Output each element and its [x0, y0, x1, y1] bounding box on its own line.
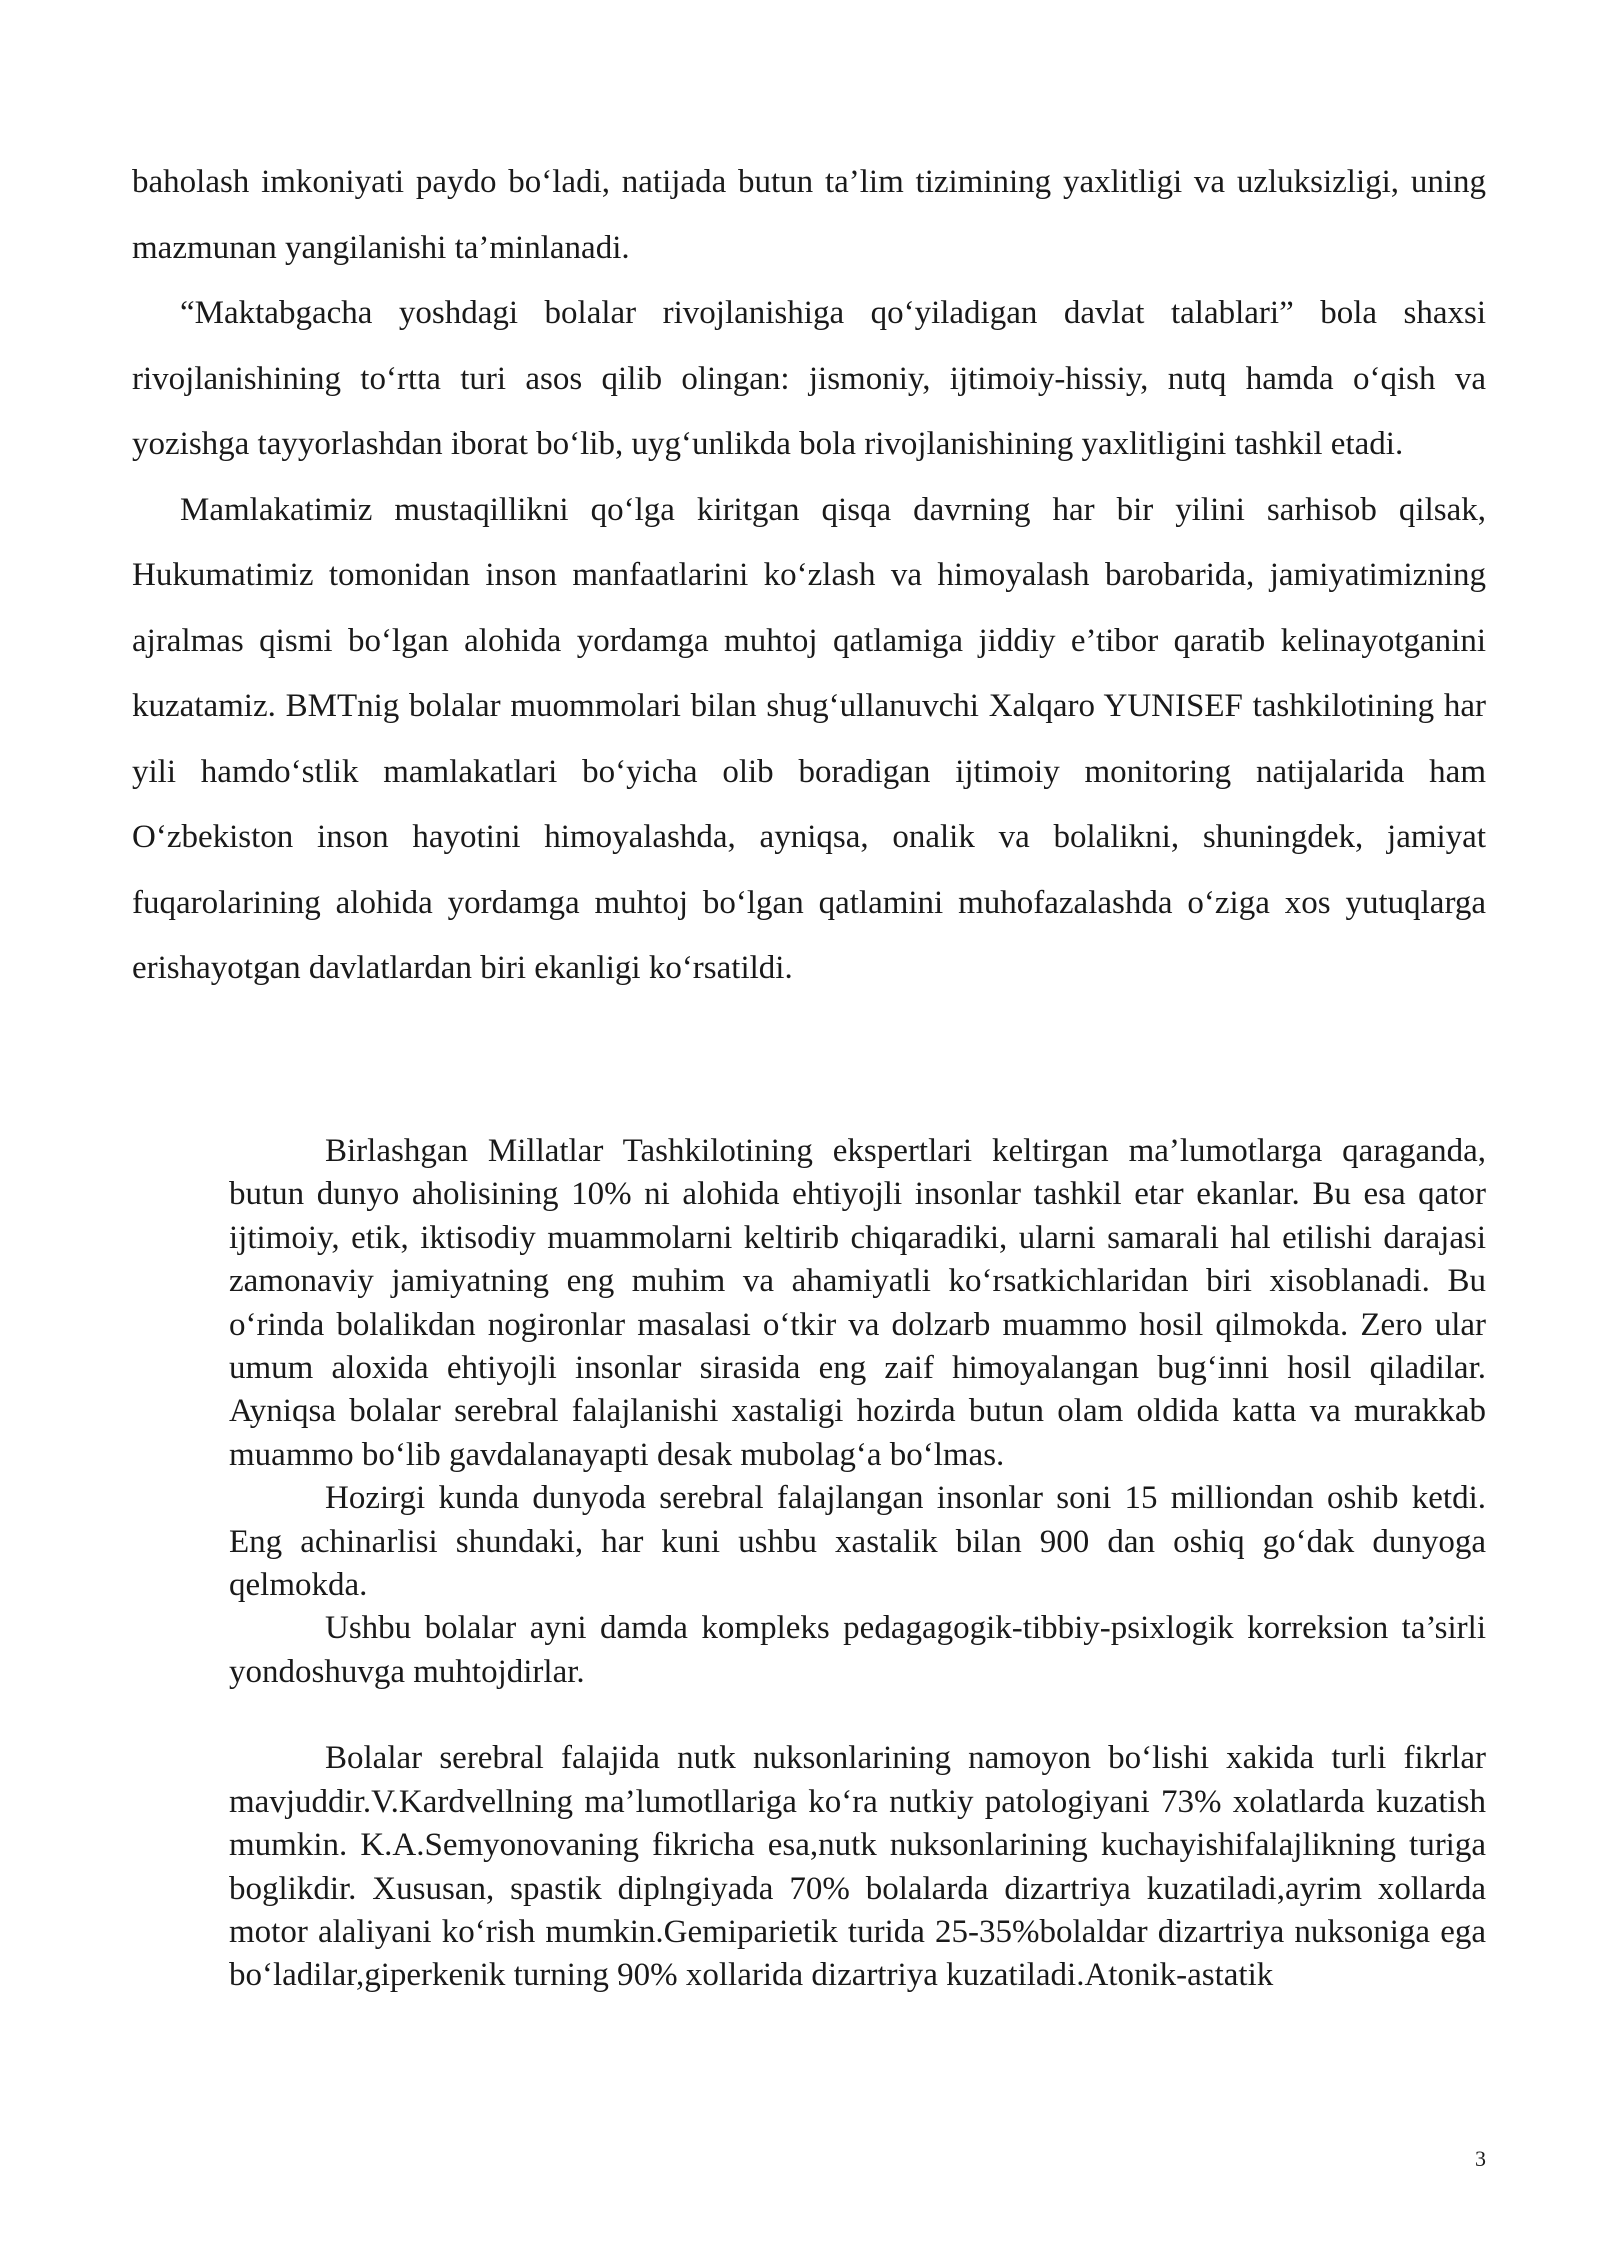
paragraph-complex-approach: Ushbu bolalar ayni damda kompleks pedagagogik-tibbiy-psixlogik korreksion ta’sirli yondoshuvga muhtojdirlar. [229, 1610, 1486, 1690]
paragraph-un-experts: Birlashgan Millatlar Tashkilotining ekspertlari keltirgan ma’lumotlarga qaraganda, butun dunyo aholisining 10% ni alohida ehtiyojli insonlar tashkil etar ekanlar. Bu esa qator ijtimoiy, etik, iktisodiy muammolarni keltirib chiqaradiki, ularni samarali hal etilishi darajasi zamonaviy jamiyatning eng muhim va ahamiyatli ko‘rsatkichlaridan biri xisoblanadi. Bu o‘rinda bolalikdan nogironlar masalasi o‘tkir va dolzarb muammo hosil qilmokda. Zero ular umum aloxida ehtiyojli insonlar sirasida eng zaif himoyalangan bug‘inni hosil qiladilar. Ayniqsa bolalar serebral falajlanishi xastaligi hozirda butun olam oldida katta va murakkab muammo bo‘lib gavdalanayapti desak mubolag‘a bo‘lmas. [229, 1133, 1486, 1473]
page-number: 3 [1475, 2146, 1486, 2171]
paragraph-independence: Mamlakatimiz mustaqillikni qo‘lga kiritgan qisqa davrning har bir yilini sarhisob qilsak, Hukumatimiz tomonidan inson manfaatlarini ko‘zlash va himoyalash barobarida, jamiyatimizning ajralmas qismi bo‘lgan alohida yordamga muhtoj qatlamiga jiddiy e’tibor qaratib kelinayotganini kuzatamiz. BMTnig bolalar muommolari bilan shug‘ullanuvchi Xalqaro YUNISEF tashkilotining har yili hamdo‘stlik mamlakatlari bo‘yicha olib boradigan ijtimoiy monitoring natijalarida ham O‘zbekiston inson hayotini himoyalashda, ayniqsa, onalik va bolalikni, shuningdek, jamiyat fuqarolarining alohida yordamga muhtoj bo‘lgan qatlamini muhofazalashda o‘ziga xos yutuqlarga erishayotgan davlatlardan biri ekanligi ko‘rsatildi. [132, 491, 1486, 986]
main-text [132, 150, 1486, 1002]
paragraph-continuation: baholash imkoniyati paydo bo‘ladi, natijada butun ta’lim tizimining yaxlitligi va uzluksizligi, uning mazmunan yangilanishi ta’minlanadi. [132, 164, 1486, 266]
indented-text-block [229, 1130, 1486, 1998]
paragraph-preschool-standards: “Maktabgacha yoshdagi bolalar rivojlanishiga qo‘yiladigan davlat talablari” bola shaxsi rivojlanishining to‘rtta turi asos qilib olingan: jismoniy, ijtimoiy-hissiy, nutq hamda o‘qish va yozishga tayyorlashdan iborat bo‘lib, uyg‘unlikda bola rivojlanishining yaxlitligini tashkil etadi. [132, 295, 1486, 462]
paragraph-speech-defects: Bolalar serebral falajida nutk nuksonlarining namoyon bo‘lishi xakida turli fikrlar mavjuddir.V.Kardvellning ma’lumotllariga ko‘ra nutkiy patologiyani 73% xolatlarda kuzatish mumkin. K.A.Semyonovaning fikricha esa,nutk nuksonlarining kuchayishifalajlikning turiga boglikdir. Xususan, spastik diplngiyada 70% bolalarda dizartriya kuzatiladi,ayrim xollarda motor alaliyani ko‘rish mumkin.Gemiparietik turida 25-35%bolaldar dizartriya nuksoniga ega bo‘ladilar,giperkenik turning 90% xollarida dizartriya kuzatiladi.Atonik-astatik [229, 1740, 1486, 1994]
blank-line [229, 1694, 1486, 1737]
paragraph-cerebral-palsy-count: Hozirgi kunda dunyoda serebral falajlangan insonlar soni 15 milliondan oshib ketdi. Eng achinarlisi shundaki, har kuni ushbu xastalik bilan 900 dan oshiq go‘dak dunyoga qelmokda. [229, 1480, 1486, 1604]
